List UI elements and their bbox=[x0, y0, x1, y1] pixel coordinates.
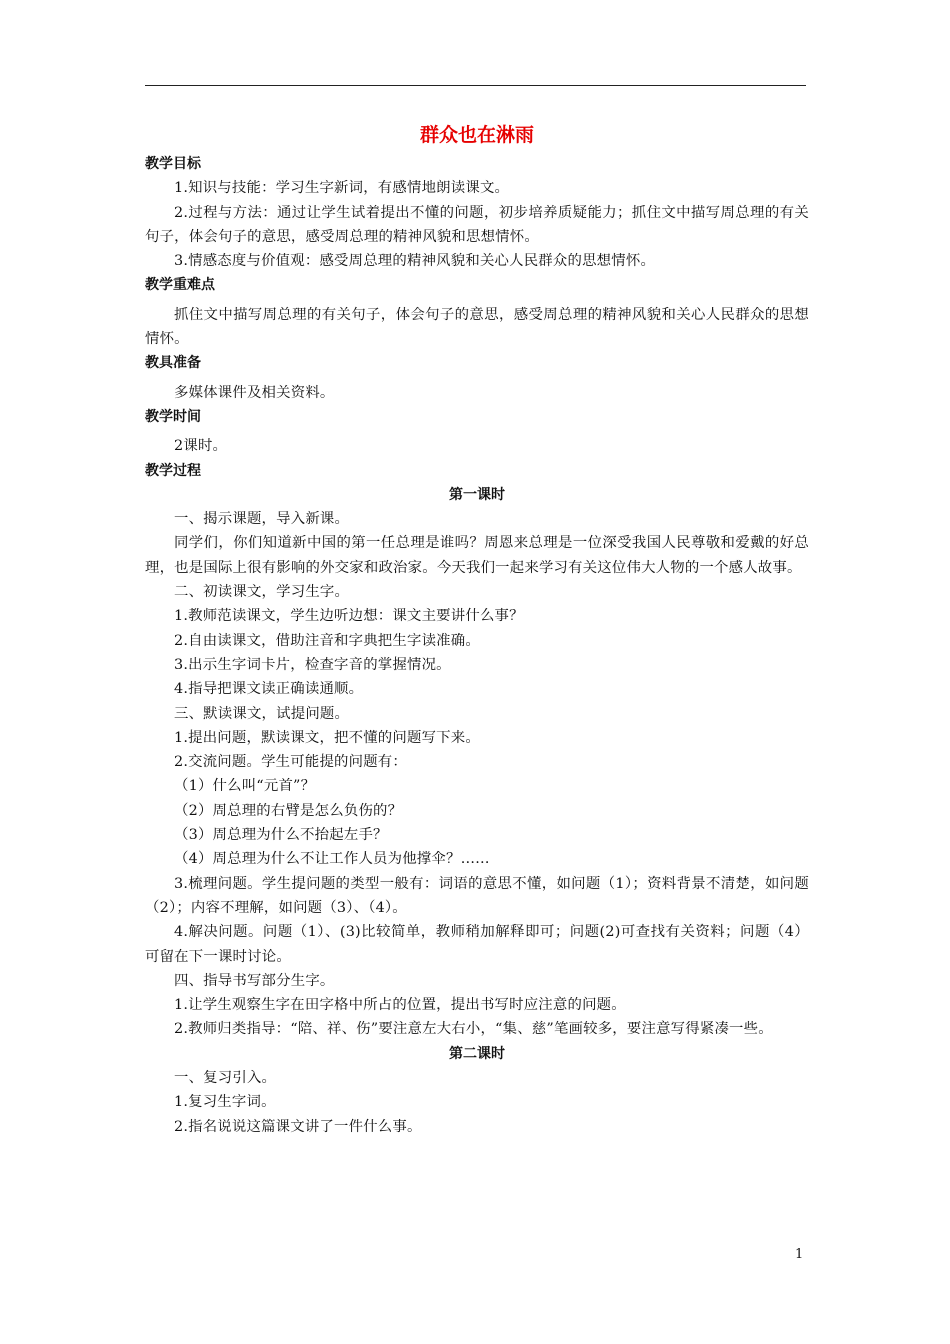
lesson1-line: 2.教师归类指导：“陪、祥、伤”要注意左大右小，“集、慈”笔画较多，要注意写得紧凑一些。 bbox=[174, 1021, 773, 1038]
lesson1-line: 一、揭示课题，导入新课。 bbox=[174, 511, 350, 528]
heading-materials: 教具准备 bbox=[145, 355, 201, 372]
lesson1-line: （2）周总理的右臂是怎么负伤的？ bbox=[174, 802, 403, 819]
lesson1-line: 二、初读课文，学习生字。 bbox=[174, 584, 350, 601]
goal-item: 3.情感态度与价值观：感受周总理的精神风貌和关心人民群众的思想情怀。 bbox=[174, 253, 656, 270]
goal-item: 2.过程与方法：通过让学生试着提出不懂的问题，初步培养质疑能力；抓住文中描写周总理的有关句子，体会句子的意思，感受周总理的精神风貌和思想情怀。 bbox=[145, 204, 809, 245]
lesson1-line: 4.解决问题。问题（1）、(3)比较简单，教师稍加解释即可；问题(2)可查找有关资料；问题（4）可留在下一课时讨论。 bbox=[145, 924, 809, 965]
heading-process: 教学过程 bbox=[145, 462, 201, 479]
page-number: 1 bbox=[795, 1247, 804, 1262]
lesson1-line: 2.交流问题。学生可能提的问题有： bbox=[174, 754, 407, 771]
heading-time: 教学时间 bbox=[145, 408, 201, 425]
lesson1-line: （3）周总理为什么不抬起左手？ bbox=[174, 827, 388, 844]
goal-item: 1.知识与技能：学习生字新词，有感情地朗读课文。 bbox=[174, 180, 510, 197]
key-points-text: 抓住文中描写周总理的有关句子，体会句子的意思，感受周总理的精神风貌和关心人民群众的思想情怀。 bbox=[145, 306, 809, 348]
heading-key-points: 教学重难点 bbox=[145, 277, 215, 294]
lesson2-line: 1.复习生字词。 bbox=[174, 1094, 276, 1111]
time-text: 2课时。 bbox=[174, 438, 228, 455]
lesson1-line: 1.让学生观察生字在田字格中所占的位置，提出书写时应注意的问题。 bbox=[174, 997, 626, 1014]
lesson1-title: 第一课时 bbox=[449, 486, 505, 503]
lesson2-title: 第二课时 bbox=[449, 1045, 505, 1062]
lesson1-line: 3.梳理问题。学生提问题的类型一般有：词语的意思不懂，如问题（1）；资料背景不清楚，如问题（2）；内容不理解，如问题（3）、（4）。 bbox=[145, 875, 809, 916]
lesson1-line: 三、默读课文，试提问题。 bbox=[174, 705, 350, 722]
lesson2-line: 2.指名说说这篇课文讲了一件什么事。 bbox=[174, 1118, 422, 1135]
header-rule bbox=[145, 85, 806, 86]
lesson2-line: 一、复习引入。 bbox=[174, 1069, 277, 1086]
lesson1-line: 同学们，你们知道新中国的第一任总理是谁吗？周恩来总理是一位深受我国人民尊敬和爱戴的好总理，也是国际上很有影响的外交家和政治家。今天我们一起来学习有关这位伟大人物的一个感人故事。 bbox=[145, 535, 809, 576]
document-title: 群众也在淋雨 bbox=[419, 124, 534, 146]
lesson1-line: 1.提出问题，默读课文，把不懂的问题写下来。 bbox=[174, 729, 480, 746]
lesson1-line: （1）什么叫“元首”？ bbox=[174, 778, 316, 795]
lesson1-line: （4）周总理为什么不让工作人员为他撑伞？…… bbox=[174, 851, 490, 868]
lesson1-line: 1.教师范读课文，学生边听边想：课文主要讲什么事？ bbox=[174, 608, 524, 625]
document-body bbox=[145, 118, 809, 1139]
lesson1-line: 3.出示生字词卡片，检查字音的掌握情况。 bbox=[174, 656, 451, 673]
materials-text: 多媒体课件及相关资料。 bbox=[174, 384, 335, 401]
lesson1-line: 四、指导书写部分生字。 bbox=[174, 972, 335, 989]
lesson1-line: 2.自由读课文，借助注音和字典把生字读准确。 bbox=[174, 632, 480, 649]
heading-goals: 教学目标 bbox=[145, 156, 201, 172]
lesson1-line: 4.指导把课文读正确读通顺。 bbox=[174, 681, 364, 698]
